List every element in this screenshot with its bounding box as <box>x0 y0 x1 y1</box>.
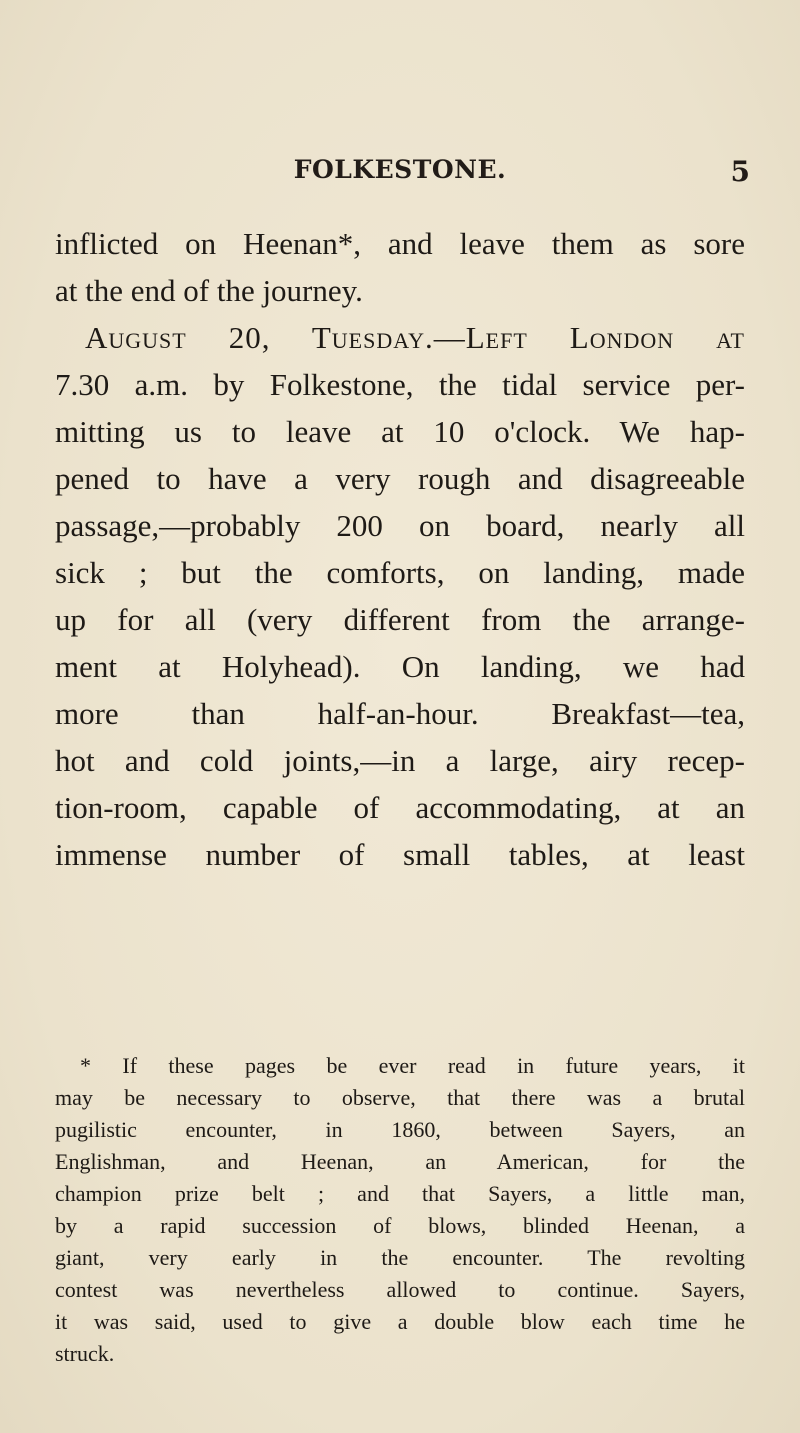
body-text <box>55 220 745 878</box>
page-header <box>0 155 800 195</box>
body-line: August 20, Tuesday.—Left London at <box>85 320 745 355</box>
body-line: at the end of the journey. <box>55 273 363 308</box>
body-line: pened to have a very rough and disagreeable <box>55 461 745 496</box>
page-number: 5 <box>730 155 750 188</box>
footnote-line: may be necessary to observe, that there was a brutal <box>55 1085 745 1110</box>
body-line: hot and cold joints,—in a large, airy recep- <box>55 743 745 778</box>
body-line: sick ; but the comforts, on landing, made <box>55 555 745 590</box>
body-line: 7.30 a.m. by Folkestone, the tidal service per- <box>55 367 745 402</box>
body-line: immense number of small tables, at least <box>55 837 745 872</box>
body-line: up for all (very different from the arrange- <box>55 602 745 637</box>
footnote <box>55 1050 745 1370</box>
body-line: ment at Holyhead). On landing, we had <box>55 649 745 684</box>
footnote-line: contest was nevertheless allowed to continue. Sayers, <box>55 1277 745 1302</box>
footnote-line: giant, very early in the encounter. The revolting <box>55 1245 745 1270</box>
body-line: tion-room, capable of accommodating, at an <box>55 790 745 825</box>
body-line: inflicted on Heenan*, and leave them as sore <box>55 226 745 261</box>
footnote-line: it was said, used to give a double blow each time he <box>55 1309 745 1334</box>
footnote-line: pugilistic encounter, in 1860, between Sayers, an <box>55 1117 745 1142</box>
footnote-line: by a rapid succession of blows, blinded Heenan, a <box>55 1213 745 1238</box>
body-line: mitting us to leave at 10 o'clock. We hap- <box>55 414 745 449</box>
footnote-line: * If these pages be ever read in future years, it <box>80 1053 745 1078</box>
body-line: more than half-an-hour. Breakfast—tea, <box>55 696 745 731</box>
footnote-line: champion prize belt ; and that Sayers, a little man, <box>55 1181 745 1206</box>
body-line: passage,—probably 200 on board, nearly all <box>55 508 745 543</box>
footnote-line: struck. <box>55 1341 115 1366</box>
running-head: FOLKESTONE. <box>293 155 507 184</box>
footnote-line: Englishman, and Heenan, an American, for the <box>55 1149 745 1174</box>
